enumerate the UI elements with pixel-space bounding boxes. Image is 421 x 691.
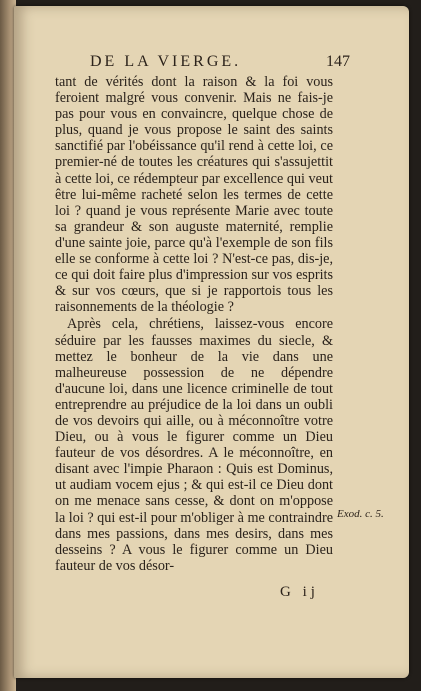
paragraph-1: tant de vérités dont la raison & la foi vous feroient malgré vous convenir. Mais ne fais-je pas pour vous en convaincre, quelque chose de plus, quand je vous propose le saint des saints sanctifié par l'obéissance qu'il rend à cette loi, ce premier-né de toutes les créatures qui s'assujettit à cette loi, ce rédempteur par excellence qui veut être lui-même racheté selon les termes de cette loi ? quand je vous représente Marie avec toute sa grandeur & son auguste maternité, remplie d'une sainte joie, parce qu'à l'exemple de son fils elle se conforme à cette loi ? N'est-ce pas, dis-je, ce qui doit faire plus d'impression sur vos esprits & sur vos cœurs, que si je rapportois tous les raisonnements de la théologie ? [55, 74, 333, 316]
paragraph-2: Après cela, chrétiens, laissez-vous encore séduire par les fausses maximes du siecle, & mettez le bonheur de la vie dans une malheureuse possession de ne dépendre d'aucune loi, dans une licence criminelle de tout entreprendre au préjudice de la loi dans un oubli de vos devoirs qui aille, ou à méconnoître votre Dieu, ou à vous le figurer comme un Dieu fauteur de vos désordres. A le méconnoître, en disant avec l'impie Pharaon : Quis est Dominus, ut audiam vocem ejus ; & qui est-il ce Dieu dont on me menace sans cesse, & dont on m'oppose la loi ? qui est-il pour m'obliger à me contraindre dans mes passions, dans mes desirs, dans mes desseins ? A vous le figurer comme un Dieu fauteur de vos désor- [55, 316, 333, 574]
page-header [90, 53, 350, 71]
running-title: DE LA VIERGE. [90, 53, 242, 70]
marginal-reference: Exod. c. 5. [337, 508, 384, 520]
page-number: 147 [326, 53, 350, 70]
gathering-signature: G ij [280, 584, 319, 600]
body-text [55, 74, 333, 574]
